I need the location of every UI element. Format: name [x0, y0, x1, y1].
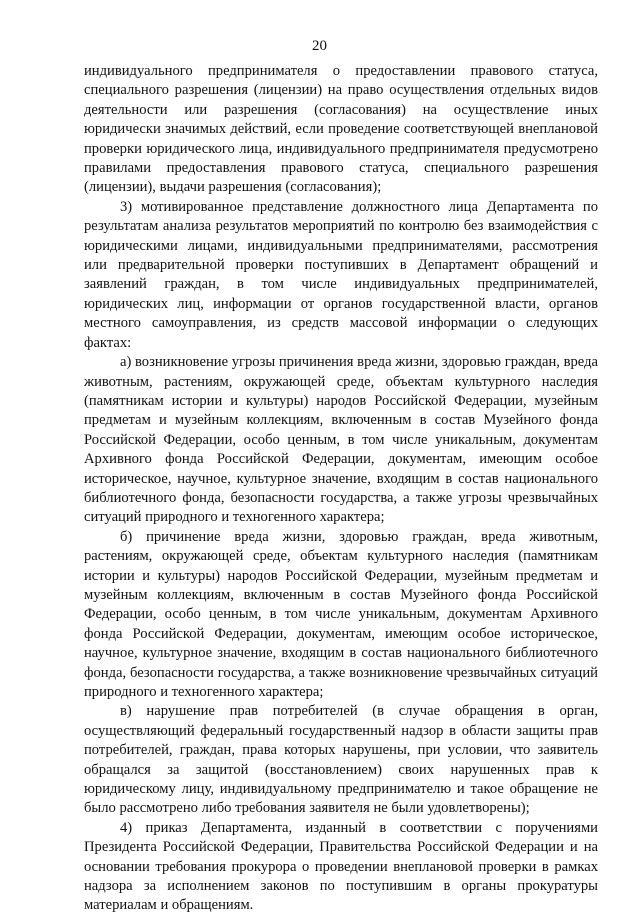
paragraph-subitem-b: б) причинение вреда жизни, здоровью граждан, вреда животным, растениям, окружающей среде, объектам культурного наследия (памятникам истории и культуры) народов Российской Федерации, музейным предметам и музейным коллекциям, включенным в состав Музейного фонда Российской Федерации, особо ценным, в том числе уникальным, документам Архивного фонда Российской Федерации, документам, имеющим особое историческое, научное, культурное значение, входящим в состав национального библиотечного фонда, безопасности государства, а также возникновение чрезвычайных ситуаций природного и техногенного характера; [84, 528, 598, 700]
page-number: 20 [312, 38, 327, 54]
paragraph-subitem-v: в) нарушение прав потребителей (в случае обращения в орган, осуществляющий федеральный государственный надзор в области защиты прав потребителей, граждан, права которых нарушены, при условии, что заявитель обращался за защитой (восстановлением) своих нарушенных прав к юридическому лицу, индивидуальному предпринимателю и такое обращение не было рассмотрено либо требования заявителя не были удовлетворены); [84, 703, 598, 817]
paragraph-continuation: индивидуального предпринимателя о предоставлении правового статуса, специального разрешения (лицензии) на право осуществления отдельных видов деятельности или разрешения (согласования) на осуществление иных юридически значимых действий, если проведение соответствующей внеплановой проверки юридического лица, индивидуального предпринимателя предусмотрено правилами предоставления правового статуса, специального разрешения (лицензии), выдачи разрешения (согласования); [84, 63, 598, 196]
document-body [84, 62, 598, 916]
paragraph-item-4: 4) приказ Департамента, изданный в соответствии с поручениями Президента Российской Федерации, Правительства Российской Федерации и на основании требования прокурора о проведении внеплановой проверки в рамках надзора за исполнением законов по поступившим в органы прокуратуры материалам и обращениям. [84, 819, 598, 914]
paragraph-item-3: 3) мотивированное представление должностного лица Департамента по результатам анализа результатов мероприятий по контролю без взаимодействия с юридическими лицами, индивидуальными предпринимателями, рассмотрения или предварительной проверки поступивших в Департамент обращений и заявлений граждан, в том числе индивидуальных предпринимателей, юридических лиц, информации от органов государственной власти, органов местного самоуправления, из средств массовой информации о следующих фактах: [84, 198, 598, 351]
paragraph-subitem-a: а) возникновение угрозы причинения вреда жизни, здоровью граждан, вреда животным, растениям, окружающей среде, объектам культурного наследия (памятникам истории и культуры) народов Российской Федерации, музейным предметам и музейным коллекциям, включенным в состав Музейного фонда Российской Федерации, особо ценным, в том числе уникальным, документам Архивного фонда Российской Федерации, документам, имеющим особое историческое, научное, культурное значение, входящим в состав национального библиотечного фонда, безопасности государства, а также угрозы чрезвычайных ситуаций природного и техногенного характера; [84, 354, 598, 526]
